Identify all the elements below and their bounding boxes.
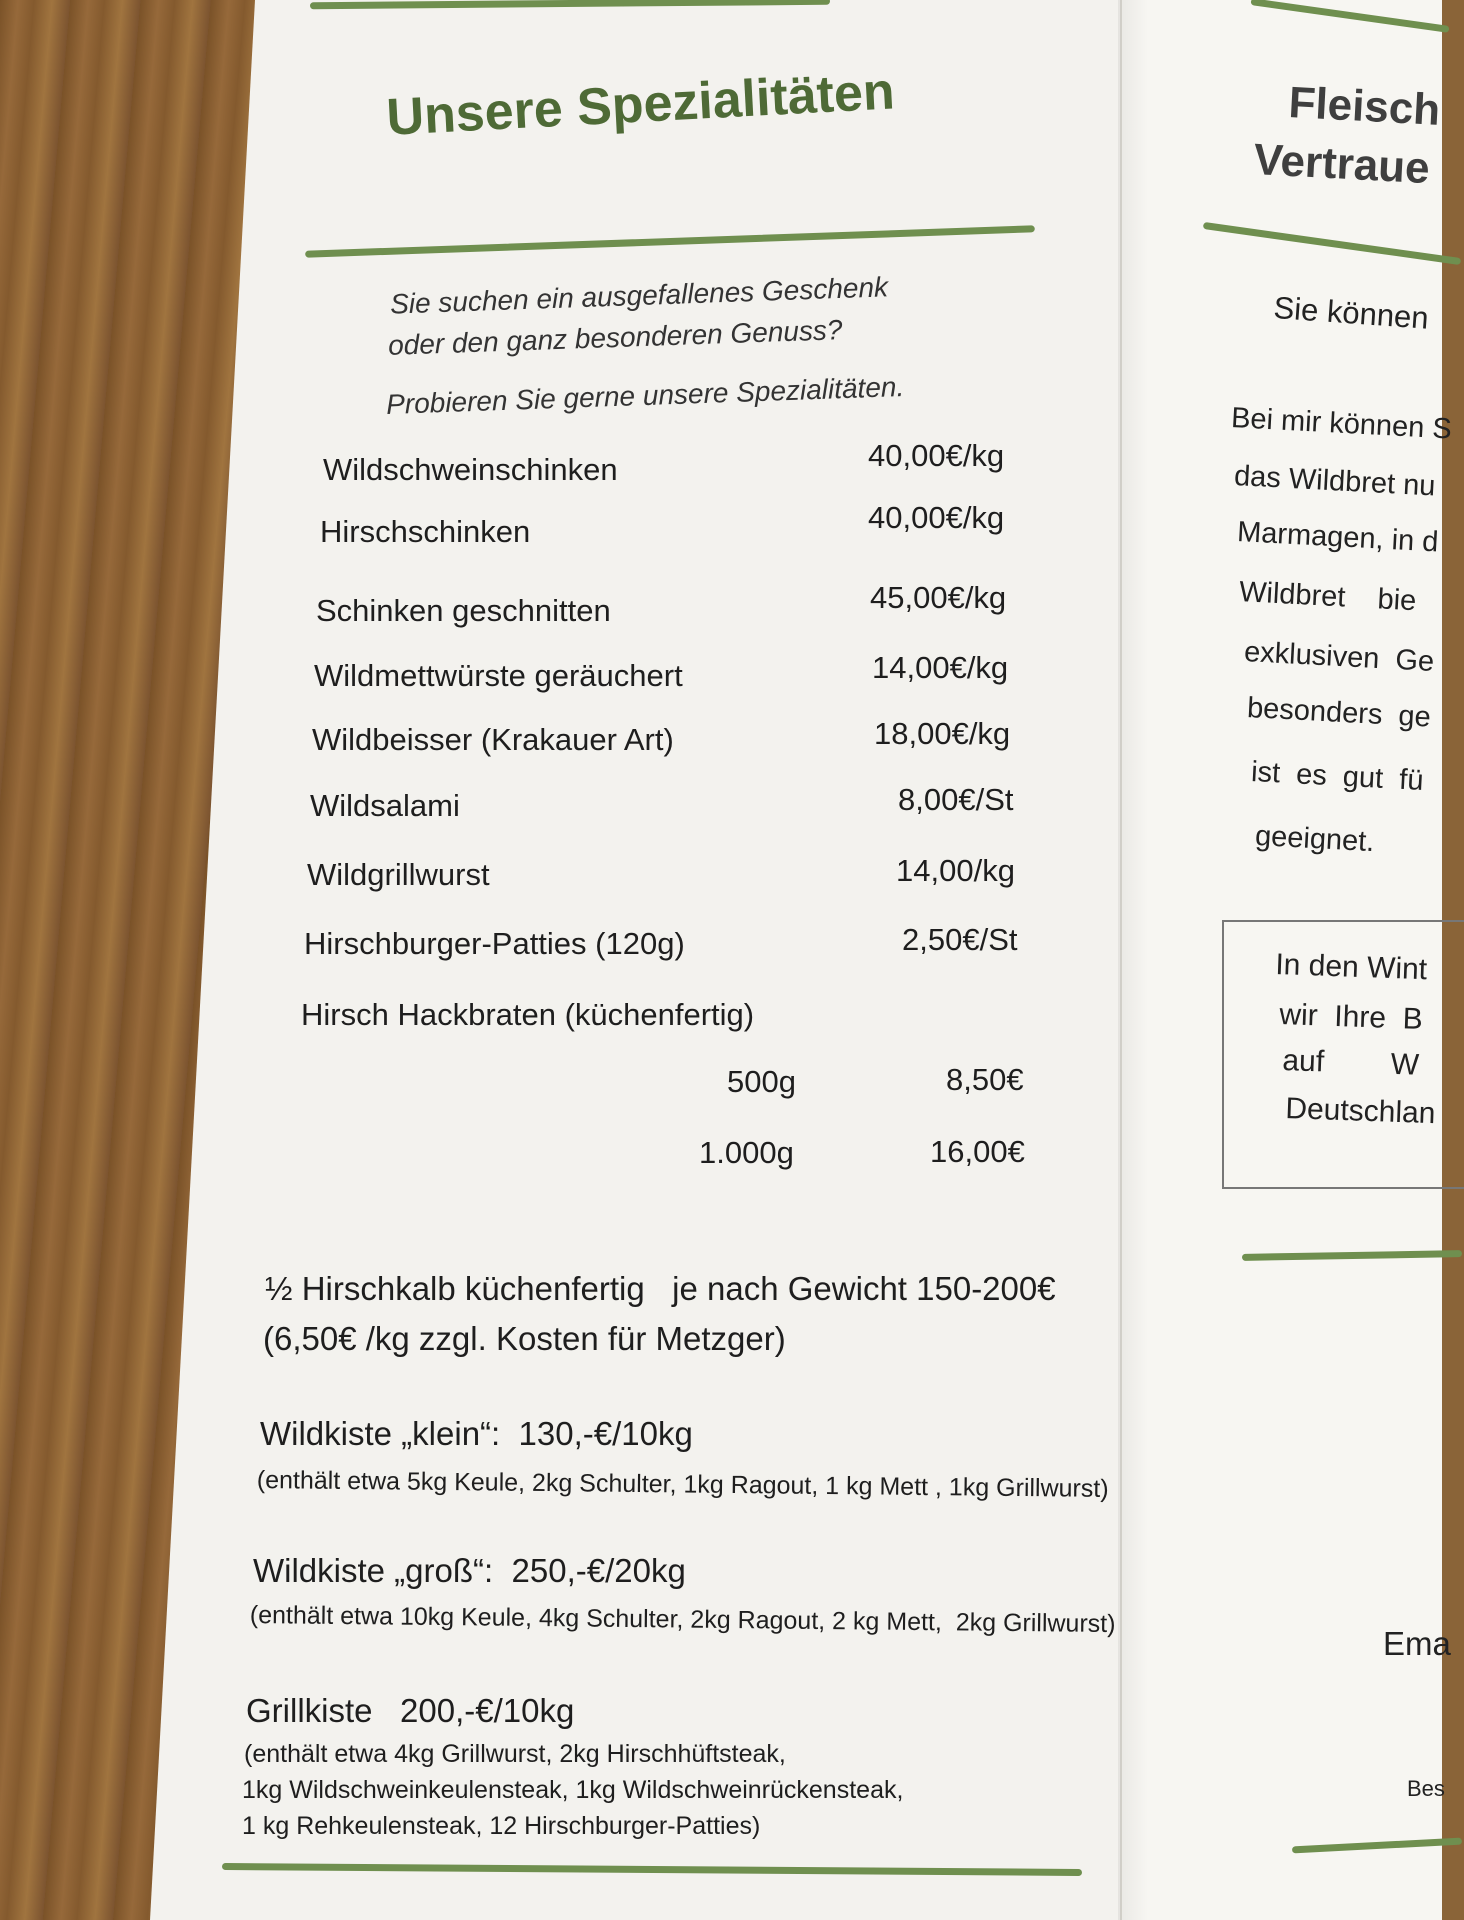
item-name: Hirsch Hackbraten (küchenfertig) <box>301 997 755 1032</box>
item-price: 8,00€/St <box>898 782 1014 817</box>
info-box-line: auf W <box>1281 1044 1420 1082</box>
intro-line-3: Probieren Sie gerne unsere Spezialitäten. <box>385 370 905 421</box>
grillkiste-note-2: 1kg Wildschweinkeulensteak, 1kg Wildschweinrückensteak, <box>242 1776 904 1804</box>
info-box-line: In den Wint <box>1274 948 1428 987</box>
right-title-line-2: Vertraue <box>1252 135 1431 194</box>
item-price: 40,00€/kg <box>868 438 1005 473</box>
item-name: Schinken geschnitten <box>316 593 611 628</box>
grillkiste-note-3: 1 kg Rehkeulensteak, 12 Hirschburger-Patties) <box>242 1812 761 1840</box>
grillkiste-note-1: (enthält etwa 4kg Grillwurst, 2kg Hirschhüftsteak, <box>244 1740 786 1768</box>
right-body-line: Bei mir können S <box>1230 402 1453 446</box>
item-name: Wildbeisser (Krakauer Art) <box>312 722 674 757</box>
hackbraten-price: 8,50€ <box>946 1062 1024 1097</box>
wildkiste-klein-note: (enthält etwa 5kg Keule, 2kg Schulter, 1kg Ragout, 1 kg Mett , 1kg Grillwurst) <box>256 1466 1109 1503</box>
item-price: 18,00€/kg <box>874 716 1011 751</box>
right-body-line: ist es gut fü <box>1250 756 1425 797</box>
hirschkalb-offer: ½ Hirschkalb küchenfertig je nach Gewicht 150-200€ <box>265 1270 1056 1307</box>
item-name: Hirschschinken <box>320 514 531 549</box>
right-body-line: das Wildbret nu <box>1233 460 1437 503</box>
page-title: Unsere Spezialitäten <box>385 62 897 147</box>
intro-line-1: Sie suchen ein ausgefallenes Geschenk <box>389 271 889 320</box>
right-body-line: geeignet. <box>1254 820 1376 859</box>
right-subtitle: Sie können <box>1272 290 1430 336</box>
item-name: Wildschweinschinken <box>323 452 618 487</box>
hirschkalb-note: (6,50€ /kg zzgl. Kosten für Metzger) <box>263 1320 786 1357</box>
right-body-line: Marmagen, in d <box>1236 516 1440 559</box>
item-price: 14,00€/kg <box>872 650 1009 685</box>
item-price: 2,50€/St <box>902 922 1018 957</box>
intro-line-2: oder den ganz besonderen Genuss? <box>387 314 843 361</box>
info-box-line: wir Ihre B <box>1278 998 1424 1036</box>
wildkiste-gross-note: (enthält etwa 10kg Keule, 4kg Schulter, 2kg Ragout, 2 kg Mett, 2kg Grillwurst) <box>249 1601 1116 1639</box>
info-box-line: Deutschlan <box>1284 1092 1437 1131</box>
item-name: Wildmettwürste geräuchert <box>314 658 683 693</box>
hackbraten-price: 16,00€ <box>930 1134 1025 1169</box>
item-name: Hirschburger-Patties (120g) <box>304 926 685 961</box>
item-price: 40,00€/kg <box>868 500 1005 535</box>
grillkiste: Grillkiste 200,-€/10kg <box>246 1692 575 1729</box>
right-body-line: Wildbret bie <box>1238 576 1418 618</box>
wildkiste-klein: Wildkiste „klein“: 130,-€/10kg <box>260 1415 693 1452</box>
right-body-line: besonders ge <box>1246 692 1432 734</box>
right-email-label: Ema <box>1383 1625 1451 1662</box>
right-body-line: exklusiven Ge <box>1243 636 1435 678</box>
hackbraten-weight: 500g <box>727 1064 796 1099</box>
fold-shadow <box>1118 0 1148 1920</box>
right-title-line-1: Fleisch <box>1287 78 1442 135</box>
item-name: Wildsalami <box>310 788 460 823</box>
item-price: 45,00€/kg <box>870 580 1007 615</box>
item-price: 14,00/kg <box>896 853 1015 888</box>
hackbraten-weight: 1.000g <box>699 1135 794 1170</box>
right-footer-text: Bes <box>1407 1776 1445 1801</box>
wildkiste-gross: Wildkiste „groß“: 250,-€/20kg <box>253 1552 686 1589</box>
item-name: Wildgrillwurst <box>307 857 490 892</box>
